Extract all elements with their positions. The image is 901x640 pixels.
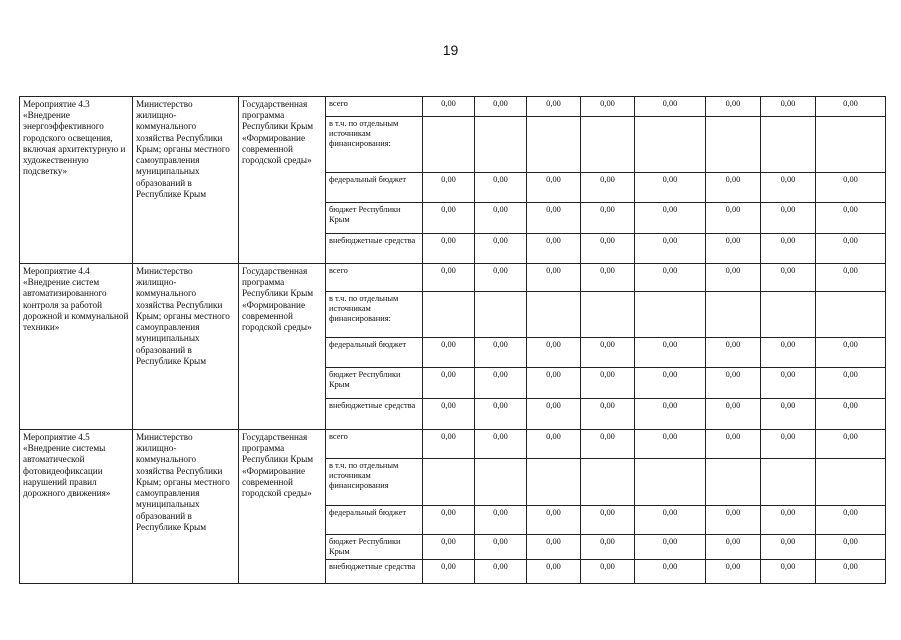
amount-cell: 0,00	[761, 506, 816, 535]
amount-cell: 0,00	[706, 338, 761, 368]
program-cell: Государственная программа Республики Крым «Формирование современной городской среды»	[239, 430, 326, 584]
table-row	[20, 264, 886, 292]
executor-cell: Министерство жилищно-коммунального хозяйства Республики Крым; органы местного самоуправления муниципальных образований в Республике Крым	[133, 97, 239, 264]
amount-cell: 0,00	[581, 264, 635, 292]
amount-cell: 0,00	[581, 430, 635, 459]
amount-cell: 0,00	[635, 173, 706, 203]
amount-cell: 0,00	[475, 506, 527, 535]
funding-source-label: бюджет Республики Крым	[326, 203, 423, 234]
measure-name-cell: Мероприятие 4.4 «Внедрение систем автоматизированного контроля за работой дорожной и коммунальной техники»	[20, 264, 133, 430]
funding-source-label: в т.ч. по отдельным источникам финансирования:	[326, 292, 423, 338]
amount-cell: 0,00	[475, 203, 527, 234]
amount-cell: 0,00	[581, 399, 635, 430]
program-cell: Государственная программа Республики Крым «Формирование современной городской среды»	[239, 97, 326, 264]
amount-cell: 0,00	[527, 234, 581, 264]
amount-cell: 0,00	[761, 234, 816, 264]
amount-cell: 0,00	[527, 203, 581, 234]
funding-source-label: федеральный бюджет	[326, 506, 423, 535]
amount-cell: 0,00	[635, 559, 706, 583]
amount-cell: 0,00	[475, 234, 527, 264]
amount-cell: 0,00	[423, 535, 475, 560]
amount-cell: 0,00	[635, 368, 706, 399]
empty-cell	[816, 117, 886, 173]
amount-cell: 0,00	[706, 368, 761, 399]
table-row	[20, 430, 886, 459]
empty-cell	[635, 459, 706, 506]
amount-cell: 0,00	[816, 97, 886, 117]
funding-source-label: федеральный бюджет	[326, 173, 423, 203]
amount-cell: 0,00	[706, 234, 761, 264]
amount-cell: 0,00	[581, 368, 635, 399]
amount-cell: 0,00	[475, 173, 527, 203]
amount-cell: 0,00	[706, 264, 761, 292]
empty-cell	[527, 459, 581, 506]
amount-cell: 0,00	[635, 234, 706, 264]
amount-cell: 0,00	[527, 430, 581, 459]
amount-cell: 0,00	[816, 338, 886, 368]
empty-cell	[635, 292, 706, 338]
funding-source-label: федеральный бюджет	[326, 338, 423, 368]
amount-cell: 0,00	[527, 338, 581, 368]
empty-cell	[761, 292, 816, 338]
amount-cell: 0,00	[635, 264, 706, 292]
amount-cell: 0,00	[706, 399, 761, 430]
amount-cell: 0,00	[816, 535, 886, 560]
empty-cell	[527, 117, 581, 173]
amount-cell: 0,00	[527, 368, 581, 399]
amount-cell: 0,00	[706, 203, 761, 234]
amount-cell: 0,00	[761, 399, 816, 430]
amount-cell: 0,00	[816, 368, 886, 399]
empty-cell	[581, 117, 635, 173]
empty-cell	[816, 459, 886, 506]
amount-cell: 0,00	[816, 506, 886, 535]
amount-cell: 0,00	[635, 535, 706, 560]
amount-cell: 0,00	[635, 506, 706, 535]
amount-cell: 0,00	[423, 173, 475, 203]
funding-source-label: всего	[326, 264, 423, 292]
amount-cell: 0,00	[706, 173, 761, 203]
funding-source-label: всего	[326, 97, 423, 117]
amount-cell: 0,00	[527, 535, 581, 560]
empty-cell	[581, 292, 635, 338]
amount-cell: 0,00	[761, 430, 816, 459]
executor-cell: Министерство жилищно-коммунального хозяйства Республики Крым; органы местного самоуправления муниципальных образований в Республике Крым	[133, 430, 239, 584]
amount-cell: 0,00	[635, 203, 706, 234]
amount-cell: 0,00	[423, 338, 475, 368]
amount-cell: 0,00	[635, 399, 706, 430]
funding-source-label: бюджет Республики Крым	[326, 368, 423, 399]
amount-cell: 0,00	[581, 338, 635, 368]
amount-cell: 0,00	[581, 97, 635, 117]
amount-cell: 0,00	[761, 264, 816, 292]
amount-cell: 0,00	[423, 264, 475, 292]
funding-source-label: внебюджетные средства	[326, 559, 423, 583]
table-body	[20, 97, 886, 584]
amount-cell: 0,00	[527, 173, 581, 203]
budget-table	[19, 96, 886, 584]
empty-cell	[527, 292, 581, 338]
amount-cell: 0,00	[423, 234, 475, 264]
amount-cell: 0,00	[761, 173, 816, 203]
amount-cell: 0,00	[475, 430, 527, 459]
empty-cell	[475, 292, 527, 338]
measure-name-cell: Мероприятие 4.3 «Внедрение энергоэффективного городского освещения, включая архитектурную и художественную подсветку»	[20, 97, 133, 264]
empty-cell	[635, 117, 706, 173]
amount-cell: 0,00	[475, 264, 527, 292]
empty-cell	[706, 459, 761, 506]
amount-cell: 0,00	[581, 234, 635, 264]
amount-cell: 0,00	[706, 506, 761, 535]
empty-cell	[423, 459, 475, 506]
amount-cell: 0,00	[816, 264, 886, 292]
amount-cell: 0,00	[423, 97, 475, 117]
page-number: 19	[442, 42, 459, 58]
table-row	[20, 97, 886, 117]
amount-cell: 0,00	[816, 559, 886, 583]
funding-source-label: внебюджетные средства	[326, 234, 423, 264]
empty-cell	[761, 117, 816, 173]
amount-cell: 0,00	[581, 173, 635, 203]
funding-source-label: всего	[326, 430, 423, 459]
amount-cell: 0,00	[423, 559, 475, 583]
program-cell: Государственная программа Республики Крым «Формирование современной городской среды»	[239, 264, 326, 430]
empty-cell	[423, 117, 475, 173]
funding-source-label: в т.ч. по отдельным источникам финансирования	[326, 459, 423, 506]
amount-cell: 0,00	[475, 97, 527, 117]
executor-cell: Министерство жилищно-коммунального хозяйства Республики Крым; органы местного самоуправления муниципальных образований в Республике Крым	[133, 264, 239, 430]
amount-cell: 0,00	[761, 97, 816, 117]
amount-cell: 0,00	[527, 399, 581, 430]
amount-cell: 0,00	[761, 559, 816, 583]
amount-cell: 0,00	[475, 368, 527, 399]
amount-cell: 0,00	[816, 399, 886, 430]
amount-cell: 0,00	[816, 173, 886, 203]
empty-cell	[475, 459, 527, 506]
empty-cell	[423, 292, 475, 338]
amount-cell: 0,00	[635, 430, 706, 459]
amount-cell: 0,00	[816, 430, 886, 459]
amount-cell: 0,00	[761, 203, 816, 234]
amount-cell: 0,00	[816, 234, 886, 264]
amount-cell: 0,00	[423, 203, 475, 234]
funding-source-label: внебюджетные средства	[326, 399, 423, 430]
empty-cell	[706, 117, 761, 173]
empty-cell	[581, 459, 635, 506]
amount-cell: 0,00	[706, 535, 761, 560]
empty-cell	[475, 117, 527, 173]
amount-cell: 0,00	[706, 97, 761, 117]
amount-cell: 0,00	[423, 430, 475, 459]
amount-cell: 0,00	[635, 338, 706, 368]
amount-cell: 0,00	[581, 559, 635, 583]
amount-cell: 0,00	[761, 338, 816, 368]
amount-cell: 0,00	[706, 430, 761, 459]
funding-source-label: в т.ч. по отдельным источникам финансирования:	[326, 117, 423, 173]
amount-cell: 0,00	[761, 535, 816, 560]
amount-cell: 0,00	[475, 399, 527, 430]
funding-source-label: бюджет Республики Крым	[326, 535, 423, 560]
amount-cell: 0,00	[581, 203, 635, 234]
amount-cell: 0,00	[475, 338, 527, 368]
amount-cell: 0,00	[475, 559, 527, 583]
amount-cell: 0,00	[635, 97, 706, 117]
amount-cell: 0,00	[761, 368, 816, 399]
amount-cell: 0,00	[527, 97, 581, 117]
amount-cell: 0,00	[816, 203, 886, 234]
empty-cell	[706, 292, 761, 338]
amount-cell: 0,00	[423, 399, 475, 430]
amount-cell: 0,00	[581, 535, 635, 560]
amount-cell: 0,00	[527, 559, 581, 583]
amount-cell: 0,00	[527, 506, 581, 535]
amount-cell: 0,00	[527, 264, 581, 292]
amount-cell: 0,00	[423, 506, 475, 535]
amount-cell: 0,00	[423, 368, 475, 399]
measure-name-cell: Мероприятие 4.5 «Внедрение системы автоматической фотовидеофиксации нарушений правил дорожного движения»	[20, 430, 133, 584]
amount-cell: 0,00	[706, 559, 761, 583]
amount-cell: 0,00	[581, 506, 635, 535]
empty-cell	[816, 292, 886, 338]
empty-cell	[761, 459, 816, 506]
amount-cell: 0,00	[475, 535, 527, 560]
